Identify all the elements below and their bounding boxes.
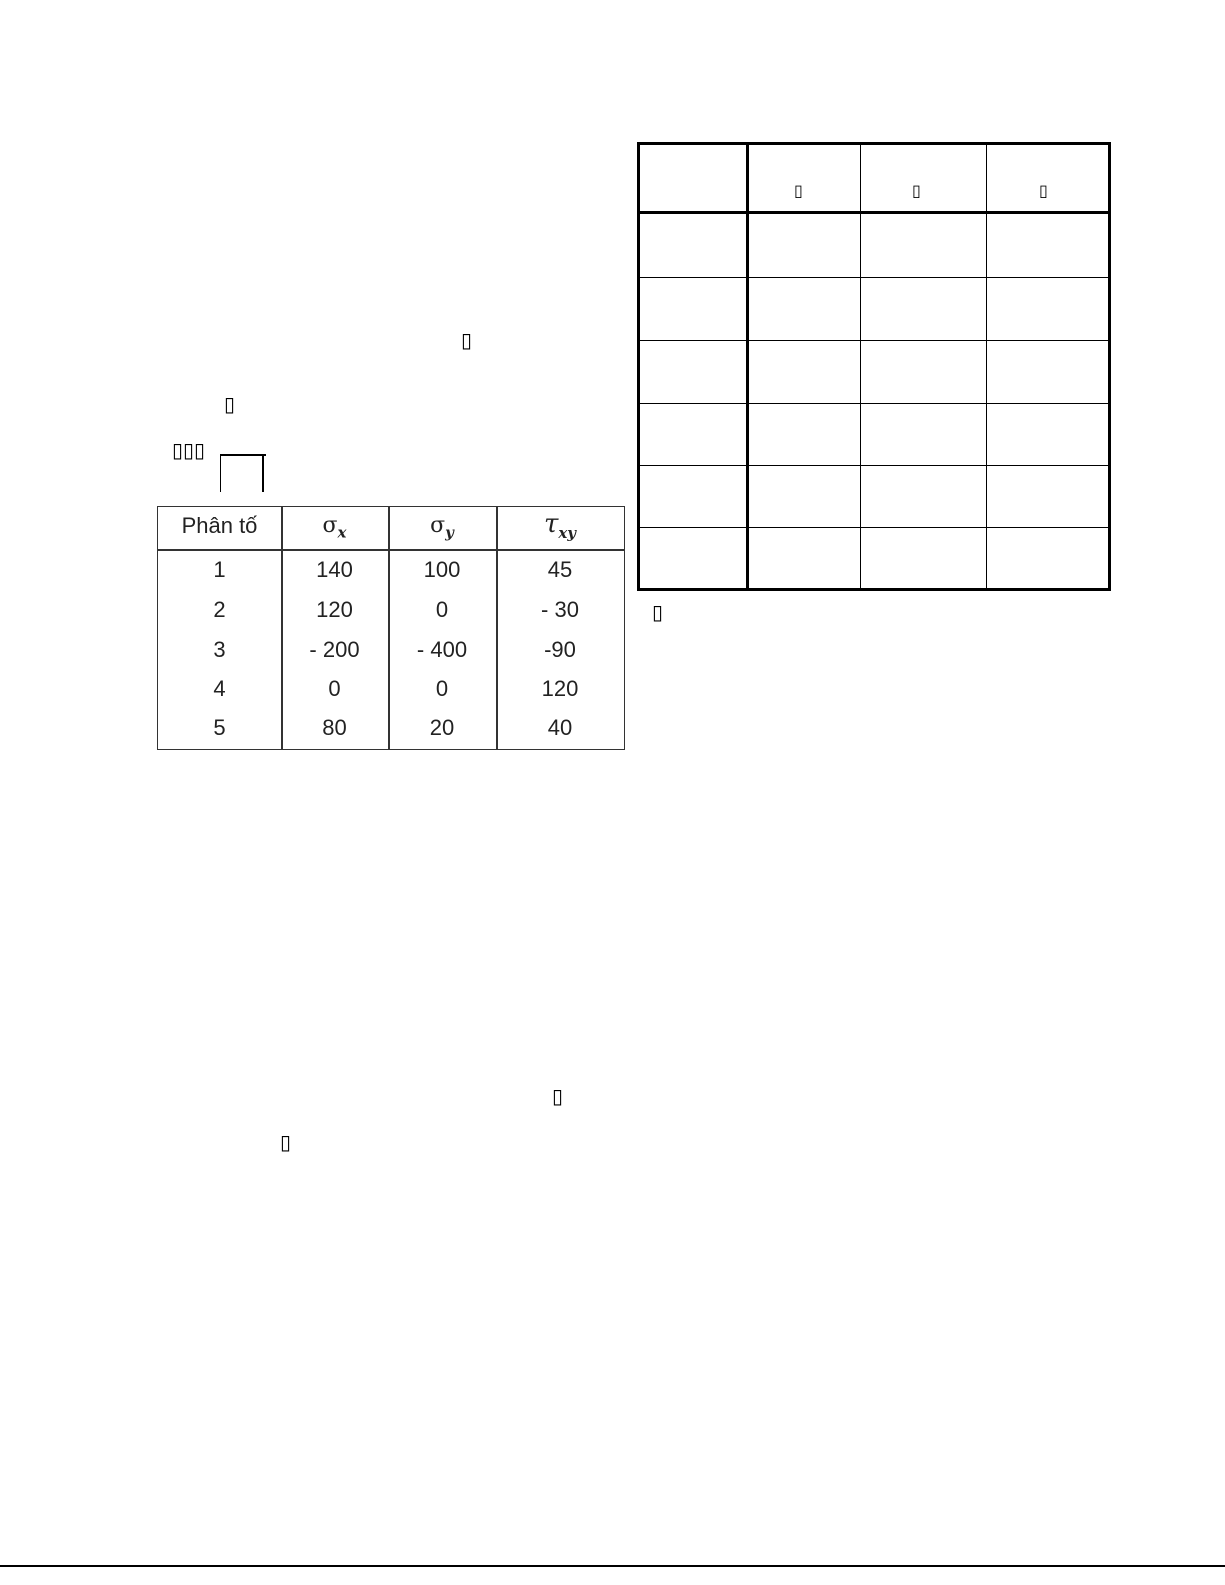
header-sigma-x <box>281 513 388 541</box>
missing-glyph-1: ▯ <box>461 328 473 352</box>
grid-header-glyph: ▯ <box>794 181 803 200</box>
cell-sigma-y: - 400 <box>416 637 468 662</box>
cell-sigma-y: 20 <box>429 715 455 740</box>
cell-sigma-x: 120 <box>316 597 353 622</box>
stress-header-divider <box>158 549 624 551</box>
cell-sigma-y: 0 <box>435 676 449 701</box>
grid-header-glyph: ▯ <box>912 181 921 200</box>
cell-id: 2 <box>213 597 226 622</box>
tau-xy-subscript: xy <box>558 524 577 543</box>
sigma-y-subscript: y <box>445 523 454 542</box>
header-tau-xy <box>496 509 624 542</box>
missing-glyph-3: ▯ <box>652 600 664 624</box>
bracket-right-tick <box>262 456 264 492</box>
cell-sigma-x: 140 <box>316 557 353 582</box>
cell-tau-xy: 120 <box>541 676 579 701</box>
grid-row-divider <box>640 527 1108 528</box>
cell-sigma-y: 0 <box>435 597 449 622</box>
cell-id: 3 <box>213 637 226 662</box>
sigma-y-symbol: σ <box>430 513 446 538</box>
grid-header-glyph: ▯ <box>1039 181 1048 200</box>
stress-col-divider <box>388 507 390 749</box>
missing-glyph-row: ▯▯▯ <box>172 438 206 462</box>
stress-col-divider <box>496 507 498 749</box>
cell-sigma-x: 80 <box>322 715 347 740</box>
cell-sigma-x: 0 <box>328 676 341 701</box>
sigma-x-subscript: x <box>337 523 347 542</box>
grid-row-divider <box>640 340 1108 341</box>
stress-col-divider <box>281 507 283 749</box>
grid-header-divider <box>640 211 1108 214</box>
missing-glyph-5: ▯ <box>280 1130 292 1154</box>
cell-tau-xy: 40 <box>547 715 573 740</box>
cell-tau-xy: - 30 <box>541 597 579 622</box>
cell-id: 1 <box>213 557 226 582</box>
missing-glyph-4: ▯ <box>552 1084 564 1108</box>
page-footer-rule <box>0 1565 1225 1567</box>
grid-row-divider <box>640 465 1108 466</box>
header-sigma-y <box>388 513 496 541</box>
bracket-top-line <box>220 454 266 456</box>
tau-xy-symbol: τ <box>543 509 559 539</box>
cell-sigma-x: - 200 <box>309 637 360 662</box>
cell-tau-xy: -90 <box>544 637 576 662</box>
stress-table <box>157 506 625 750</box>
cell-sigma-y: 100 <box>423 557 461 582</box>
cell-id: 4 <box>213 676 226 701</box>
cell-tau-xy: 45 <box>547 557 573 582</box>
header-element: Phân tố <box>181 513 258 538</box>
grid-row-divider <box>640 403 1108 404</box>
sigma-x-symbol: σ <box>322 513 338 538</box>
grid-row-divider <box>640 277 1108 278</box>
missing-glyph-2: ▯ <box>224 392 236 416</box>
empty-results-table <box>637 142 1111 591</box>
cell-id: 5 <box>213 715 226 740</box>
bracket-left-tick <box>220 456 221 492</box>
